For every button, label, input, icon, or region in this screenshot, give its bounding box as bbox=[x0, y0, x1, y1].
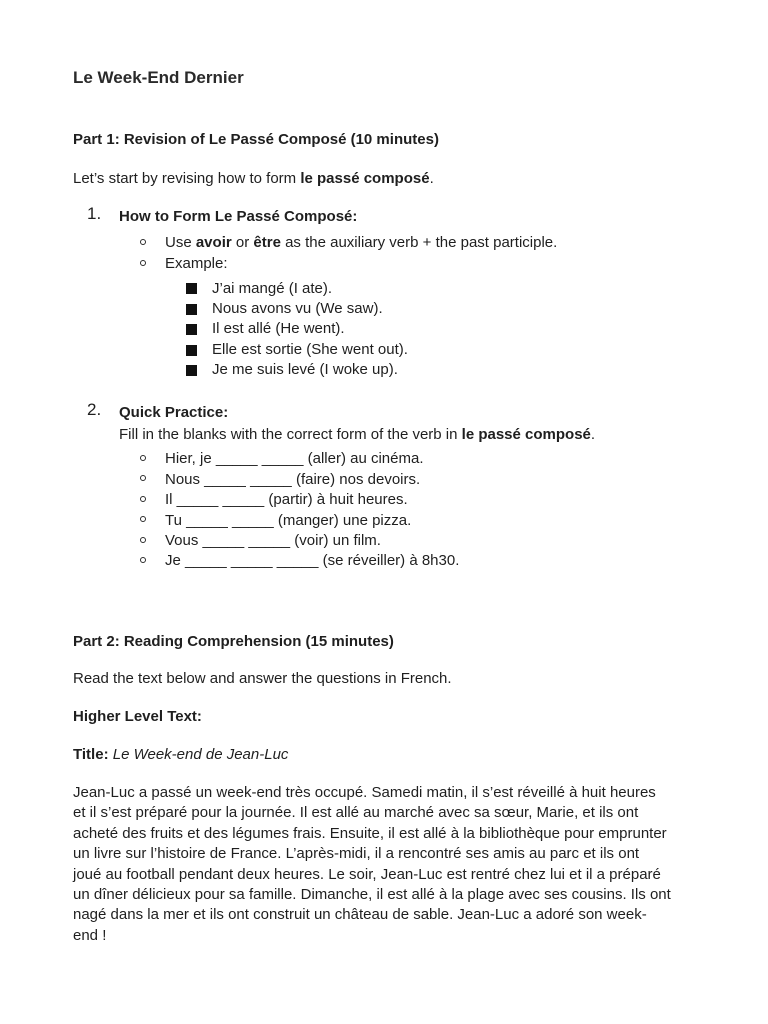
item2-number: 2. bbox=[87, 400, 102, 419]
paragraph-line: nagé dans la mer et ils ont construit un château de sable. Jean-Luc a adoré son week- bbox=[73, 906, 647, 924]
paragraph-line: Jean-Luc a passé un week-end très occupé. Samedi matin, il s’est réveillé à huit heures bbox=[73, 784, 656, 801]
example-item: Nous avons vu (We saw). bbox=[212, 300, 383, 317]
square-bullet-icon bbox=[186, 283, 197, 294]
paragraph-line: un livre sur l’histoire de France. L’après-midi, il a rencontré ses amis au parc et ils ont bbox=[73, 845, 640, 863]
part1-intro-suffix: . bbox=[429, 170, 434, 187]
part1-intro-prefix: Let’s start by revising how to form bbox=[73, 170, 301, 187]
part1-intro bbox=[73, 169, 434, 189]
square-bullet-icon bbox=[186, 324, 197, 335]
exercise-item: Hier, je _____ _____ (aller) au cinéma. bbox=[165, 450, 424, 467]
use-suffix: as the auxiliary verb + the past participle. bbox=[280, 234, 558, 251]
circle-bullet-icon bbox=[140, 496, 146, 502]
use-etre: être bbox=[253, 234, 281, 251]
circle-bullet-icon bbox=[140, 516, 146, 522]
part2-instruction: Read the text below and answer the questions in French. bbox=[73, 670, 452, 687]
part1-heading: Part 1: Revision of Le Passé Composé (10 minutes) bbox=[73, 131, 439, 148]
paragraph-line: joué au football pendant deux heures. Le soir, Jean-Luc est rentré chez lui et il a préparé bbox=[73, 865, 661, 883]
example-item: Il est allé (He went). bbox=[212, 320, 345, 337]
example-item: Elle est sortie (She went out). bbox=[212, 341, 408, 358]
reading-paragraph bbox=[73, 783, 698, 946]
use-or: or bbox=[231, 234, 254, 251]
square-bullet-icon bbox=[186, 304, 197, 315]
instr-suffix: . bbox=[590, 426, 596, 443]
part1-intro-bold: le passé composé bbox=[300, 170, 430, 187]
text-title bbox=[73, 745, 288, 765]
use-avoir: avoir bbox=[195, 234, 232, 251]
example-item: Je me suis levé (I woke up). bbox=[212, 361, 398, 378]
circle-bullet-icon bbox=[140, 475, 146, 481]
instr-bold: le passé composé bbox=[461, 426, 591, 443]
paragraph-line: acheté des fruits et des légumes frais. Ensuite, il est allé à la bibliothèque pour emprunter bbox=[73, 824, 667, 842]
exercise-item: Il _____ _____ (partir) à huit heures. bbox=[165, 491, 408, 508]
text-title-label: Title: bbox=[73, 746, 109, 763]
item1-heading: How to Form Le Passé Composé: bbox=[119, 208, 358, 225]
paragraph-line: un dîner délicieux pour sa famille. Dimanche, il est allé à la plage avec ses cousins. Ils ont bbox=[73, 886, 671, 904]
square-bullet-icon bbox=[186, 365, 197, 376]
circle-bullet-icon bbox=[140, 557, 146, 563]
item2-instruction bbox=[119, 425, 595, 445]
part2-heading: Part 2: Reading Comprehension (15 minutes) bbox=[73, 633, 394, 650]
item1-number: 1. bbox=[87, 204, 102, 223]
square-bullet-icon bbox=[186, 345, 197, 356]
instr-prefix: Fill in the blanks with the correct form of the verb in bbox=[119, 426, 462, 443]
paragraph-line: et il s’est préparé pour la journée. Il est allé au marché avec sa sœur, Marie, et ils ont bbox=[73, 804, 639, 822]
use-prefix: Use bbox=[165, 234, 196, 251]
circle-bullet-icon bbox=[140, 239, 146, 245]
use-line bbox=[165, 233, 557, 253]
paragraph-line: end ! bbox=[73, 926, 107, 944]
text-level: Higher Level Text: bbox=[73, 708, 202, 725]
item2-heading: Quick Practice: bbox=[119, 404, 229, 421]
circle-bullet-icon bbox=[140, 455, 146, 461]
example-label: Example: bbox=[165, 255, 228, 272]
exercise-item: Vous _____ _____ (voir) un film. bbox=[165, 532, 381, 549]
exercise-item: Nous _____ _____ (faire) nos devoirs. bbox=[165, 471, 421, 488]
example-item: J’ai mangé (I ate). bbox=[212, 280, 333, 297]
circle-bullet-icon bbox=[140, 537, 146, 543]
exercise-item: Tu _____ _____ (manger) une pizza. bbox=[165, 512, 412, 529]
circle-bullet-icon bbox=[140, 260, 146, 266]
page-title: Le Week-End Dernier bbox=[73, 68, 244, 87]
text-title-value: Le Week-end de Jean-Luc bbox=[112, 746, 289, 763]
exercise-item: Je _____ _____ _____ (se réveiller) à 8h30. bbox=[165, 552, 460, 569]
